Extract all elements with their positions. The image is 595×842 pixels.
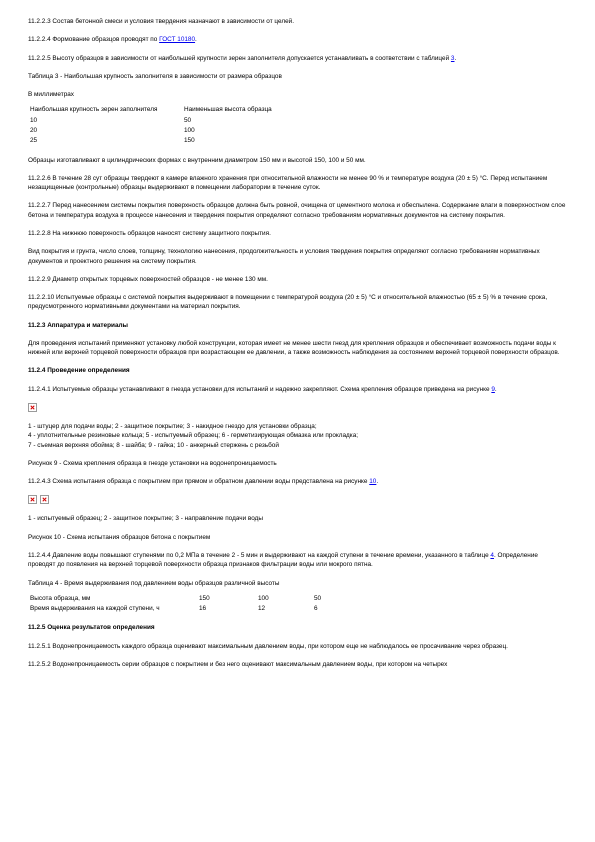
broken-image-icon: [28, 495, 37, 504]
paragraph: 11.2.4.3 Схема испытания образца с покрытием при прямом и обратном давлении воды представлена на рисунке 10.: [28, 478, 379, 486]
table-header-row: [28, 105, 274, 115]
broken-image-icon: [28, 403, 37, 412]
table-3: [28, 105, 274, 146]
table-cell: Высота образца, мм: [30, 594, 91, 602]
table-cell: 50: [184, 116, 192, 124]
table-cell: 6: [314, 605, 318, 613]
table-cell: 12: [258, 605, 266, 613]
paragraph: 11.2.2.10 Испытуемые образцы с системой покрытия выдерживают в помещении с температурой воздуха (20 ± 5) °С и относительной влажностью (65 ± 5) % в течение срока, предусмотренного нормативными документами на материал покрытия.: [28, 294, 548, 311]
paragraph: 11.2.5.2 Водонепроницаемость серии образцов с покрытием и без него оценивают максимальным давлением воды, при котором на четырех: [28, 660, 448, 668]
table-title: Таблица 3 - Наибольшая крупность заполнителя в зависимости от размера образцов: [28, 72, 282, 80]
table-cell: 10: [30, 116, 38, 124]
table-row: [28, 604, 323, 614]
section-heading: 11.2.3 Аппаратура и материалы: [28, 321, 129, 329]
table-row: [28, 594, 323, 604]
table-4: [28, 594, 323, 615]
table-cell: 150: [199, 594, 210, 602]
table-cell: 150: [184, 137, 195, 145]
paragraph: Образцы изготавливают в цилиндрических формах с внутренним диаметром 150 мм и высотой 150, 100 и 50 мм.: [28, 156, 366, 164]
paragraph: 11.2.2.3 Состав бетонной смеси и условия твердения назначают в зависимости от целей.: [28, 18, 294, 25]
table-row: [28, 136, 274, 146]
table-cell: 16: [199, 605, 207, 613]
figure-10-images: [28, 495, 567, 506]
paragraph: 11.2.5.1 Водонепроницаемость каждого образца оценивают максимальным давлением воды, при котором еще не наблюдалось ее просачивание через образец.: [28, 642, 508, 650]
table-row: [28, 116, 274, 126]
figure-9-image: [28, 403, 567, 414]
standard-link[interactable]: ГОСТ 10180: [159, 36, 196, 44]
paragraph: 11.2.2.5 Высоту образцов в зависимости от наибольшей крупности зерен заполнителя допускается устанавливать в соответствии с таблицей 3.: [28, 54, 457, 62]
figure-reference-link[interactable]: 9: [491, 385, 495, 393]
table-cell: 50: [314, 594, 322, 602]
table-cell: 100: [184, 126, 195, 134]
paragraph: 11.2.2.4 Формование образцов проводят по ГОСТ 10180.: [28, 36, 197, 44]
table-cell: 20: [30, 126, 38, 134]
figure-caption: Рисунок 9 - Схема крепления образца в гнезде установки на водонепроницаемость: [28, 459, 277, 467]
table-cell: Время выдерживания на каждой ступени, ч: [30, 605, 160, 613]
table-header-cell: Наибольшая крупность зерен заполнителя: [30, 106, 158, 114]
table-row: [28, 126, 274, 136]
figure-legend: 1 - штуцер для подачи воды; 2 - защитное покрытие; 3 - накидное гнездо для установки образца; 4 - уплотнительные резиновые кольца; 5 - испытуемый образец; 6 - герметизирующая обмазка или прокладка; 7 - съемная верхняя обойма; 8 - шайба; 9 - гайка; 10 - анкерный стержень с резьбой: [28, 423, 359, 449]
table-reference-link[interactable]: 4: [490, 552, 494, 559]
table-reference-link[interactable]: 3: [450, 54, 455, 62]
paragraph: 11.2.2.8 На нижнюю поверхность образцов наносят систему защитного покрытия.: [28, 229, 271, 237]
paragraph: 11.2.2.6 В течение 28 сут образцы твердеют в камере влажного хранения при относительной влажности не менее 90 % и температуре воздуха (20 ± 5) °С. Перед испытанием незащищенные (контрольные) образцы выдерживают в помещении лаборатории в течение суток.: [28, 174, 548, 192]
broken-image-icon: [40, 495, 49, 504]
figure-reference-link[interactable]: 10: [369, 478, 377, 486]
section-heading: 11.2.4 Проведение определения: [28, 367, 130, 375]
table-title: Таблица 4 - Время выдерживания под давлением воды образцов различной высоты: [28, 579, 280, 587]
table-cell: 25: [30, 137, 38, 145]
paragraph: Для проведения испытаний применяют установку любой конструкции, которая имеет не менее шести гнезд для крепления образцов и обеспечивает возможность подачи воды к нижней или верхней торцевой поверхности образцов при возрастающем ее давлении, а также возможность наблюдения за состоянием верхней торцевой поверхности образцов.: [28, 339, 560, 357]
figure-caption: Рисунок 10 - Схема испытания образцов бетона с покрытием: [28, 533, 211, 541]
table-units: В миллиметрах: [28, 91, 74, 99]
paragraph: 11.2.4.1 Испытуемые образцы устанавливают в гнезда установки для испытаний и надежно закрепляют. Схема крепления образцов приведена на рисунке 9.: [28, 385, 497, 393]
paragraph: 11.2.2.9 Диаметр открытых торцевых поверхностей образцов - не менее 130 мм.: [28, 275, 268, 283]
figure-legend: 1 - испытуемый образец; 2 - защитное покрытие; 3 - направление подачи воды: [28, 515, 263, 523]
paragraph: Вид покрытия и грунта, число слоев, толщину, технологию нанесения, продолжительность и условия твердения покрытия определяют согласно требованиям нормативных документов и проектного решения на систему покрытия.: [28, 248, 540, 265]
table-cell: 100: [258, 594, 269, 602]
paragraph: 11.2.4.4 Давление воды повышают ступенями по 0,2 МПа в течение 2 - 5 мин и выдерживают на каждой ступени в течение времени, указанного в таблице 4. Определение проводят до появления на верхней торцевой поверхности образца признаков фильтрации воды или мокрого пятна.: [28, 552, 538, 569]
table-header-cell: Наименьшая высота образца: [184, 106, 272, 114]
paragraph: 11.2.2.7 Перед нанесением системы покрытия поверхность образцов должна быть ровной, очищена от цементного молока и обеспылена. Содержание влаги в поверхностном слое бетона и температура воздуха в процессе нанесения и твердения покрытия определяют согласно требованиям нормативных документов на систему покрытия.: [28, 202, 566, 219]
section-heading: 11.2.5 Оценка результатов определения: [28, 624, 155, 632]
